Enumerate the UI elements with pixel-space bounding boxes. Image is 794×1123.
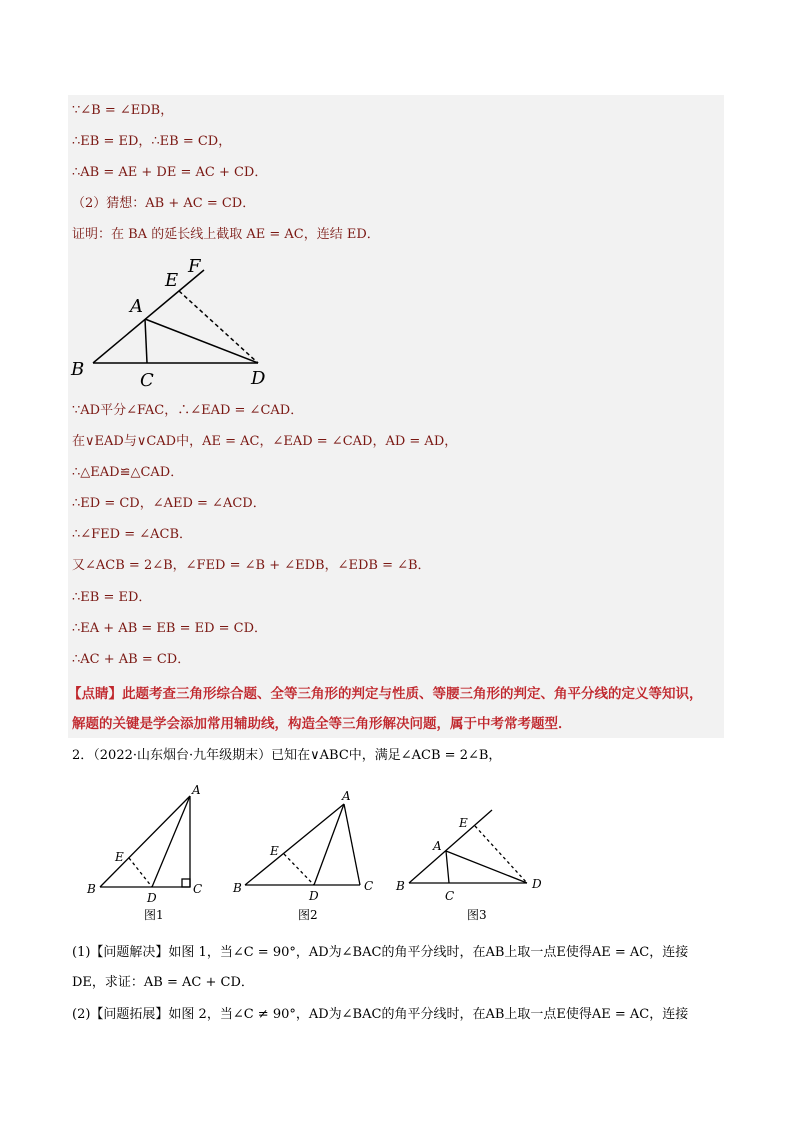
fig2-label-A: A bbox=[342, 789, 351, 803]
fig1-caption: 图1 bbox=[144, 908, 164, 922]
label-F: F bbox=[188, 256, 201, 277]
solution-line-1: ∵∠B = ∠EDB， bbox=[72, 103, 174, 118]
label-B: B bbox=[71, 359, 85, 380]
segment-AD bbox=[145, 319, 258, 363]
fig1-label-C: C bbox=[193, 882, 203, 896]
tip-line-1 bbox=[68, 684, 703, 704]
solution-line-2: ∴EB = ED，∴EB = CD， bbox=[72, 134, 232, 149]
fig2-label-B: B bbox=[233, 881, 242, 895]
dashed-ED bbox=[179, 291, 258, 363]
fig2-label-E: E bbox=[270, 844, 279, 858]
fig2-caption: 图2 bbox=[298, 908, 318, 922]
fig1-label-E: E bbox=[115, 850, 124, 864]
solution-line-13: ∴EA + AB = EB = ED = CD． bbox=[72, 621, 268, 636]
label-A: A bbox=[130, 296, 143, 317]
fig1-label-B: B bbox=[87, 882, 96, 896]
solution-line-4: （2）猜想：AB + AC = CD． bbox=[72, 196, 256, 211]
solution-line-3: ∴AB = AE + DE = AC + CD． bbox=[72, 165, 268, 180]
fig1-label-D: D bbox=[147, 891, 157, 905]
fig1-label-A: A bbox=[192, 783, 201, 797]
figure-3 bbox=[392, 800, 552, 925]
fig3-label-B: B bbox=[396, 879, 405, 893]
fig3-label-C: C bbox=[445, 889, 455, 903]
fig3-label-A: A bbox=[433, 839, 442, 853]
solution-line-10: ∴∠FED = ∠ACB． bbox=[72, 527, 193, 542]
solution-line-9: ∴ED = CD，∠AED = ∠ACD． bbox=[72, 496, 266, 511]
figure-2 bbox=[230, 780, 380, 925]
segment-AC bbox=[145, 319, 147, 363]
label-D: D bbox=[251, 368, 266, 389]
tip-text-1: 此题考查三角形综合题、全等三角形的判定与性质、等腰三角形的判定、角平分线的定义等知识， bbox=[122, 686, 703, 702]
tip-label: 【点睛】 bbox=[68, 686, 122, 702]
solution-line-8: ∴△EAD≌△CAD． bbox=[72, 465, 184, 480]
figure-1 bbox=[82, 780, 212, 925]
question-2-part2-line1: (2)【问题拓展】如图 2，当∠C ≠ 90°，AD为∠BAC的角平分线时，在AB上取一点E使得AE = AC，连接 bbox=[72, 1007, 689, 1022]
fig2-label-D: D bbox=[309, 889, 319, 903]
fig3-label-D: D bbox=[532, 877, 542, 891]
solution-line-5: 证明：在 BA 的延长线上截取 AE = AC，连结 ED． bbox=[72, 227, 380, 242]
solution-line-14: ∴AC + AB = CD． bbox=[72, 652, 191, 667]
solution-line-6: ∵AD平分∠FAC，∴∠EAD = ∠CAD． bbox=[72, 403, 304, 418]
fig2-label-C: C bbox=[364, 879, 374, 893]
question-2-stem: 2．（2022·山东烟台·九年级期末）已知在∨ABC中，满足∠ACB = 2∠B， bbox=[72, 748, 502, 763]
question-2-part1-line1: (1)【问题解决】如图 1，当∠C = 90°，AD为∠BAC的角平分线时，在AB上取一点E使得AE = AC，连接 bbox=[72, 945, 689, 960]
solution-line-7: 在∨EAD与∨CAD中，AE = AC，∠EAD = ∠CAD，AD = AD， bbox=[72, 434, 458, 449]
solution-line-12: ∴EB = ED． bbox=[72, 590, 152, 605]
label-E: E bbox=[165, 270, 179, 291]
fig3-label-E: E bbox=[459, 816, 468, 830]
ray-BF bbox=[93, 270, 204, 363]
question-2-part1-line2: DE，求证：AB = AC + CD． bbox=[72, 975, 254, 990]
solution-line-11: 又∠ACB = 2∠B，∠FED = ∠B + ∠EDB，∠EDB = ∠B． bbox=[72, 558, 431, 573]
tip-text-2: 解题的关键是学会添加常用辅助线，构造全等三角形解决问题，属于中考常考题型． bbox=[72, 716, 572, 732]
main-geometry-figure bbox=[68, 250, 288, 395]
fig3-caption: 图3 bbox=[467, 908, 487, 922]
label-C: C bbox=[140, 370, 154, 391]
